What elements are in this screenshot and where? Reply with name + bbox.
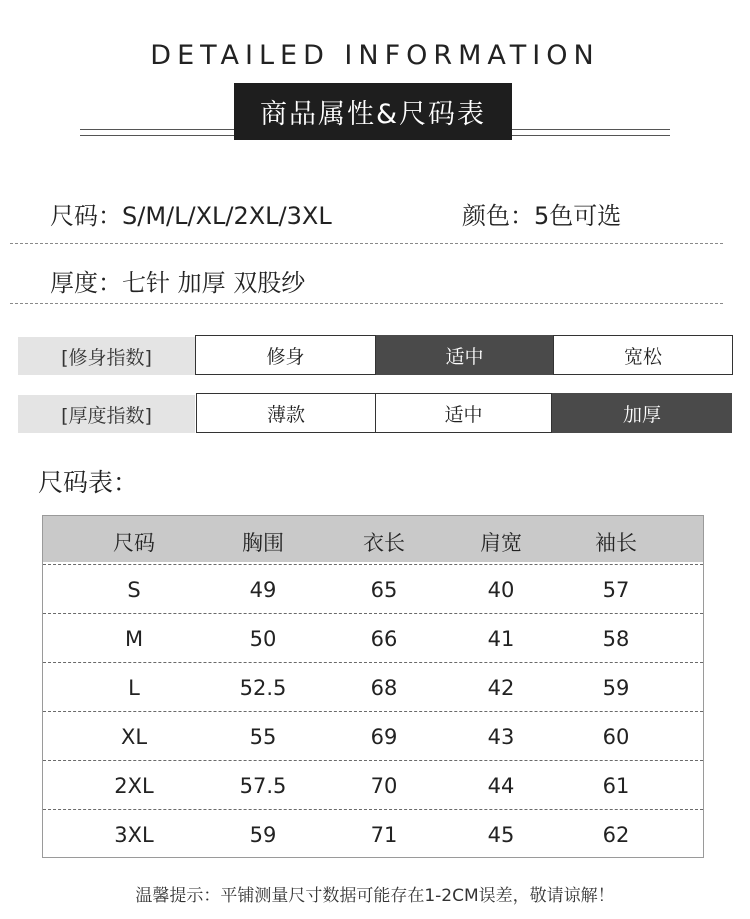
fit-option-regular: 适中 [376, 335, 553, 375]
cell-chest: 57.5 [239, 774, 287, 798]
thickness-index-label: [厚度指数] [18, 395, 195, 433]
size-info: 尺码：S/M/L/XL/2XL/3XL [50, 202, 332, 230]
cell-shoulder: 41 [487, 627, 515, 651]
cell-sleeve: 58 [602, 627, 630, 651]
cell-length: 69 [370, 725, 398, 749]
dashed-divider [10, 243, 723, 244]
table-row [43, 712, 703, 761]
cell-size: XL [120, 725, 148, 749]
measurement-note: 温馨提示：平铺测量尺寸数据可能存在1-2CM误差，敬请谅解！ [135, 886, 615, 906]
cell-size: S [127, 578, 141, 602]
cell-length: 70 [370, 774, 398, 798]
column-header-shoulder: 肩宽 [480, 531, 522, 555]
color-info: 颜色：5色可选 [462, 202, 622, 230]
fit-option-slim: 修身 [195, 335, 376, 375]
cell-length: 65 [370, 578, 398, 602]
cell-size: 2XL [114, 774, 154, 798]
table-row [43, 663, 703, 712]
cell-chest: 52.5 [239, 676, 287, 700]
cell-sleeve: 59 [602, 676, 630, 700]
thickness-option-thin: 薄款 [196, 393, 376, 433]
column-header-length: 衣长 [363, 531, 405, 555]
cell-length: 71 [370, 823, 398, 847]
table-row [43, 810, 703, 859]
fit-index-label: [修身指数] [18, 337, 195, 375]
thickness-option-thick: 加厚 [552, 393, 732, 433]
column-header-sleeve: 袖长 [595, 531, 637, 555]
cell-length: 68 [370, 676, 398, 700]
table-row [43, 614, 703, 663]
column-header-chest: 胸围 [242, 531, 284, 555]
cell-shoulder: 40 [487, 578, 515, 602]
cell-chest: 50 [249, 627, 277, 651]
cell-shoulder: 44 [487, 774, 515, 798]
cell-sleeve: 61 [602, 774, 630, 798]
cell-sleeve: 57 [602, 578, 630, 602]
cell-chest: 59 [249, 823, 277, 847]
cell-size: 3XL [114, 823, 154, 847]
table-row [43, 761, 703, 810]
cell-sleeve: 62 [602, 823, 630, 847]
thickness-info: 厚度：七针 加厚 双股纱 [50, 269, 306, 297]
cell-shoulder: 43 [487, 725, 515, 749]
size-table [42, 515, 704, 858]
thickness-option-medium: 适中 [375, 393, 552, 433]
size-table-header [43, 516, 703, 562]
cell-sleeve: 60 [602, 725, 630, 749]
cell-size: L [128, 676, 140, 700]
cell-chest: 49 [249, 578, 277, 602]
cell-shoulder: 42 [487, 676, 515, 700]
cell-shoulder: 45 [487, 823, 515, 847]
cell-size: M [124, 627, 144, 651]
section-title-english: DETAILED INFORMATION [150, 40, 600, 71]
cell-chest: 55 [249, 725, 277, 749]
column-header-size: 尺码 [113, 531, 155, 555]
dashed-divider [10, 303, 723, 304]
section-title-banner: 商品属性&尺码表 [234, 83, 512, 140]
size-table-title: 尺码表： [38, 468, 139, 497]
cell-length: 66 [370, 627, 398, 651]
table-row [43, 565, 703, 614]
fit-option-loose: 宽松 [553, 335, 733, 375]
